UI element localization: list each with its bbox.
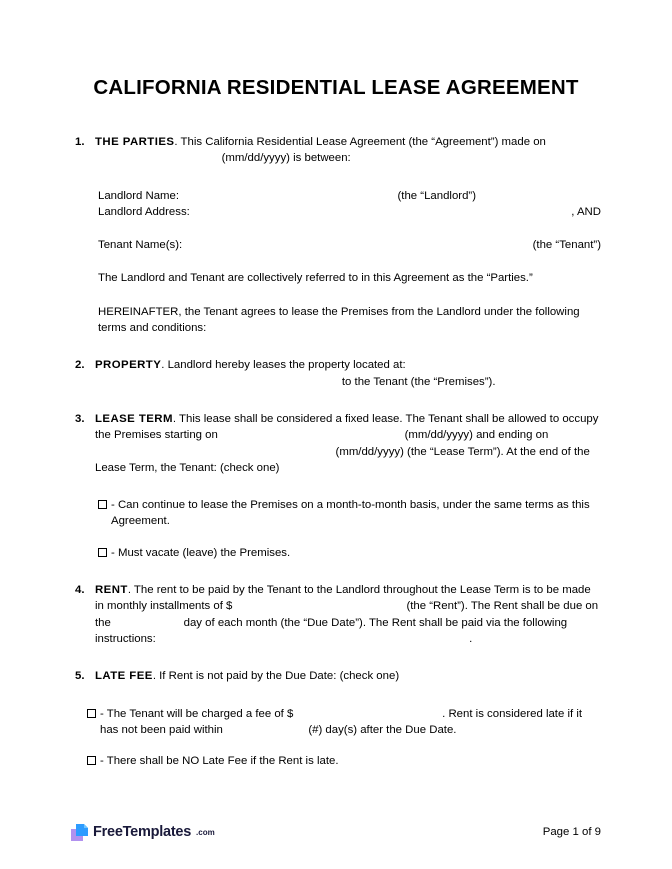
clause-text-continued: (the “Rent”). The Rent shall be due on the bbox=[95, 600, 599, 629]
clause-text-continued-3: . bbox=[469, 632, 473, 645]
checkbox-icon[interactable] bbox=[87, 709, 96, 718]
clause-text-continued-2: day of each month (the “Due Date”). The Rent shall be paid via the following instructions: bbox=[95, 616, 568, 645]
due-date-day-blank-field[interactable] bbox=[114, 615, 184, 631]
landlord-address-row bbox=[98, 204, 601, 220]
clause-the-parties bbox=[71, 134, 601, 167]
lease-end-date-blank-field[interactable] bbox=[95, 444, 336, 460]
clause-number: 1. bbox=[75, 136, 85, 148]
clause-text-continued: (mm/dd/yyyy) and ending on bbox=[404, 429, 549, 442]
landlord-name-label: Landlord Name: bbox=[98, 189, 180, 202]
clause-heading: PROPERTY bbox=[95, 359, 162, 372]
clause-property bbox=[71, 357, 601, 390]
clause-rent bbox=[71, 582, 601, 647]
freetemplates-logo-icon bbox=[71, 824, 88, 841]
clause-number: 4. bbox=[75, 584, 85, 597]
late-fee-option-2-label: - There shall be NO Late Fee if the Rent is late. bbox=[100, 755, 339, 768]
clause-lease-term bbox=[71, 411, 601, 476]
clause-text: . Landlord hereby leases the property located at: bbox=[161, 359, 406, 372]
clause-text: . The rent to be paid by the Tenant to the Landlord throughout the Lease Term is to be made in monthly installments of $ bbox=[95, 584, 591, 613]
late-fee-option-2[interactable] bbox=[71, 753, 601, 769]
clause-text-continued: to the Tenant (the “Premises”). bbox=[341, 375, 496, 388]
lease-term-option-2-label: - Must vacate (leave) the Premises. bbox=[111, 546, 291, 559]
late-fee-option-1-text-a: - The Tenant will be charged a fee of $ bbox=[100, 707, 294, 720]
checkbox-icon[interactable] bbox=[87, 756, 96, 765]
tenant-fields bbox=[71, 237, 601, 253]
landlord-name-tail: (the “Landlord”) bbox=[397, 189, 476, 202]
clause-content bbox=[95, 357, 601, 390]
clause-heading: LATE FEE bbox=[95, 670, 153, 683]
late-fee-option-1-text-c: (#) day(s) after the Due Date. bbox=[308, 723, 457, 736]
page-number: Page 1 of 9 bbox=[542, 826, 601, 838]
brand-logo[interactable] bbox=[71, 824, 215, 841]
landlord-name-row bbox=[98, 188, 601, 204]
landlord-address-label: Landlord Address: bbox=[98, 205, 190, 218]
rent-amount-blank-field[interactable] bbox=[236, 598, 407, 614]
late-fee-option-1[interactable] bbox=[71, 706, 601, 739]
tenant-name-tail: (the “Tenant”) bbox=[532, 239, 601, 252]
parties-hereinafter-text: HEREINAFTER, the Tenant agrees to lease the Premises from the Landlord under the following terms and conditions: bbox=[98, 305, 580, 335]
clause-content bbox=[95, 411, 601, 476]
payment-instructions-blank-field[interactable] bbox=[159, 631, 469, 647]
tenant-name-row bbox=[98, 237, 601, 253]
tenant-name-label: Tenant Name(s): bbox=[98, 239, 183, 252]
clause-number: 3. bbox=[75, 412, 85, 425]
document-body bbox=[71, 134, 601, 769]
lease-start-date-blank-field[interactable] bbox=[221, 427, 405, 443]
clause-number: 2. bbox=[75, 359, 85, 372]
clause-text: . If Rent is not paid by the Due Date: (check one) bbox=[152, 670, 400, 683]
logo-page-shape bbox=[76, 824, 88, 836]
clause-text-continued-2: (mm/dd/yyyy) (the “Lease Term”). At the end of the Lease Term, the Tenant: (check one) bbox=[95, 445, 590, 474]
parties-fields bbox=[71, 188, 601, 221]
clause-text-continued: (mm/dd/yyyy) is between: bbox=[221, 152, 351, 165]
late-fee-days-blank-field[interactable] bbox=[226, 722, 308, 738]
brand-name: FreeTemplates bbox=[93, 824, 192, 840]
clause-heading: RENT bbox=[95, 584, 128, 597]
brand-tld: .com bbox=[196, 827, 215, 837]
property-address-blank-field[interactable] bbox=[95, 374, 342, 390]
clause-number: 5. bbox=[75, 670, 85, 683]
clause-content bbox=[95, 582, 601, 647]
clause-content bbox=[95, 668, 601, 684]
lease-term-option-1-label: - Can continue to lease the Premises on a month-to-month basis, under the same terms as this Agreement. bbox=[111, 499, 590, 528]
clause-content bbox=[95, 134, 601, 167]
late-fee-amount-blank-field[interactable] bbox=[297, 706, 443, 722]
page-footer bbox=[71, 817, 601, 847]
lease-term-option-1[interactable] bbox=[71, 497, 601, 530]
page-title: CALIFORNIA RESIDENTIAL LEASE AGREEMENT bbox=[93, 76, 579, 99]
date-blank-field[interactable] bbox=[95, 150, 222, 166]
landlord-address-tail: , AND bbox=[571, 205, 601, 218]
parties-collective-text: The Landlord and Tenant are collectively referred to in this Agreement as the “Parties.” bbox=[98, 272, 533, 285]
clause-text: . This California Residential Lease Agreement (the “Agreement”) made on bbox=[174, 136, 546, 148]
checkbox-icon[interactable] bbox=[98, 548, 107, 557]
checkbox-icon[interactable] bbox=[98, 500, 107, 509]
clause-heading: THE PARTIES bbox=[95, 136, 175, 148]
late-fee-option-1-text-b: . Rent is considered late if it has not been paid within bbox=[100, 707, 583, 736]
clause-text: . This lease shall be considered a fixed lease. The Tenant shall be allowed to occupy the Premises starting on bbox=[95, 412, 599, 442]
lease-term-option-2[interactable] bbox=[71, 545, 601, 561]
late-fee-option-1-label bbox=[100, 706, 601, 739]
clause-heading: LEASE TERM bbox=[95, 412, 173, 425]
clause-late-fee bbox=[71, 668, 601, 684]
